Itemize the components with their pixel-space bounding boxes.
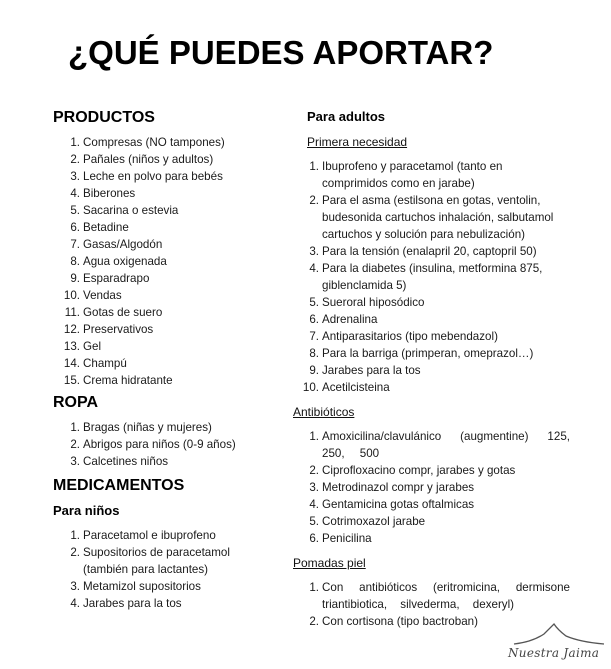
list-item: 1. Ibuprofeno y paracetamol (tanto en comprimidos como en jarabe)	[309, 160, 503, 190]
list-item: 1. Compresas (NO tampones)	[70, 136, 225, 149]
nuestra-jaima-logo	[500, 622, 610, 666]
list-item: 3. Calcetines niños	[70, 455, 169, 468]
list-item: 3. Metrodinazol compr y jarabes	[309, 481, 475, 494]
list-item: 5. Sueroral hiposódico	[309, 296, 425, 309]
list-item: 2. Abrigos para niños (0-9 años)	[70, 438, 236, 451]
list-item: 13. Gel	[63, 340, 102, 353]
list-item: 9. Esparadrapo	[70, 272, 150, 285]
list-item: 4. Gentamicina gotas oftalmicas	[309, 498, 475, 511]
list-item: 1. Paracetamol e ibuprofeno	[70, 529, 216, 542]
ropa-list	[53, 419, 293, 470]
list-item: 14. Champú	[63, 357, 127, 370]
list-item: 9. Jarabes para la tos	[309, 364, 421, 377]
list-item: 10. Acetilcisteina	[302, 381, 390, 394]
section-heading-medicamentos: MEDICAMENTOS	[53, 477, 185, 494]
right-column	[293, 108, 599, 630]
list-item: 2. Supositorios de paracetamol (también para lactantes)	[70, 546, 230, 576]
subsection-heading-para-ninos: Para niños	[53, 503, 120, 518]
list-item: 7. Antiparasitarios (tipo mebendazol)	[309, 330, 498, 343]
category-heading-antibioticos: Antibióticos	[293, 405, 355, 419]
list-item: 3. Metamizol supositorios	[70, 580, 201, 593]
section-heading-productos: PRODUCTOS	[53, 109, 155, 126]
list-item: 11. Gotas de suero	[64, 306, 163, 319]
list-item: 1. Con antibióticos (eritromicina, dermisone triantibiotica, silvederma, dexeryl)	[309, 581, 570, 611]
list-item: 4. Jarabes para la tos	[70, 597, 182, 610]
list-item: 8. Para la barriga (primperan, omeprazol…)	[309, 347, 534, 360]
primera-necesidad-list	[302, 158, 599, 396]
list-item: 15. Crema hidratante	[63, 374, 173, 387]
left-column	[53, 108, 293, 612]
list-item: 2. Con cortisona (tipo bactroban)	[309, 615, 478, 628]
list-item: 5. Cotrimoxazol jarabe	[309, 515, 426, 528]
logo-text: Nuestra Jaima	[508, 646, 600, 660]
list-item: 7. Gasas/Algodón	[70, 238, 163, 251]
list-item: 8. Agua oxigenada	[70, 255, 167, 268]
list-item: 2. Pañales (niños y adultos)	[70, 153, 214, 166]
list-item: 3. Leche en polvo para bebés	[70, 170, 223, 183]
list-item: 4. Para la diabetes (insulina, metformina 875, giblenclamida 5)	[309, 262, 543, 292]
para-ninos-list	[53, 527, 293, 612]
list-item: 6. Penicilina	[309, 532, 372, 545]
category-heading-pomadas-piel: Pomadas piel	[293, 556, 366, 570]
list-item: 5. Sacarina o estevia	[70, 204, 179, 217]
list-item: 4. Biberones	[70, 187, 136, 200]
list-item: 2. Para el asma (estilsona en gotas, ventolin, budesonida cartuchos inhalación, salbutamol cartuchos y solución para nebulización)	[309, 194, 554, 241]
list-item: 6. Adrenalina	[309, 313, 378, 326]
list-item: 10. Vendas	[63, 289, 122, 302]
antibioticos-list	[307, 428, 599, 547]
section-heading-ropa: ROPA	[53, 394, 99, 411]
tent-roof-icon	[500, 622, 610, 648]
list-item: 12. Preservativos	[63, 323, 154, 336]
subsection-heading-para-adultos: Para adultos	[307, 109, 386, 124]
list-item: 1. Amoxicilina/clavulánico (augmentine) 125, 250, 500	[309, 430, 570, 460]
list-item: 1. Bragas (niñas y mujeres)	[70, 421, 212, 434]
list-item: 2. Ciprofloxacino compr, jarabes y gotas	[309, 464, 516, 477]
productos-list	[53, 134, 293, 389]
category-heading-primera-necesidad: Primera necesidad	[307, 135, 408, 149]
page-title: ¿QUÉ PUEDES APORTAR?	[68, 34, 494, 71]
list-item: 6. Betadine	[70, 221, 129, 234]
list-item: 3. Para la tensión (enalapril 20, captopril 50)	[309, 245, 537, 258]
